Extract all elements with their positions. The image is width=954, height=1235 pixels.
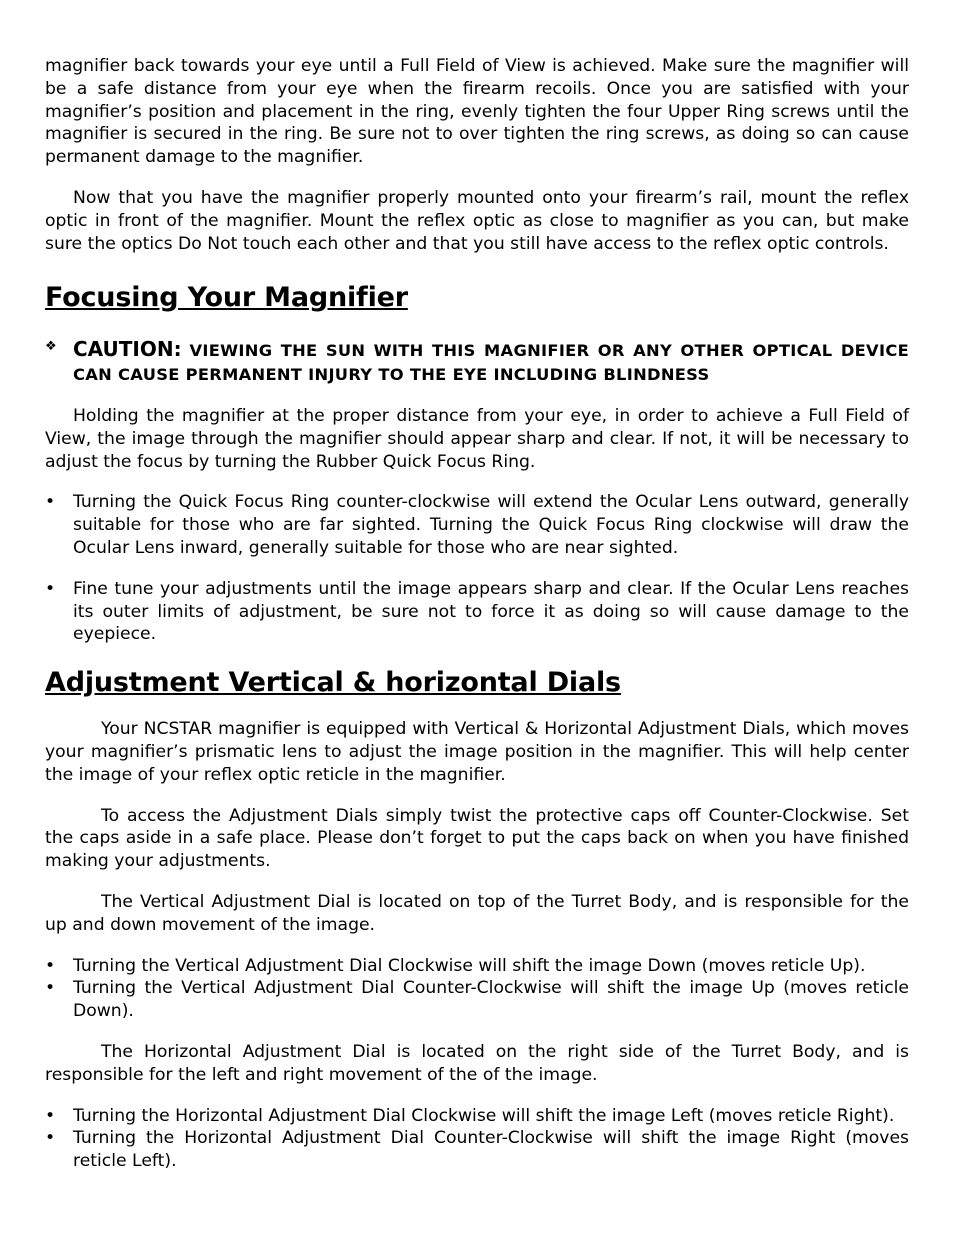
list-item-text: Turning the Horizontal Adjustment Dial Clockwise will shift the image Left (moves reticle Right). (73, 1105, 895, 1126)
paragraph-focusing-intro: Holding the magnifier at the proper distance from your eye, in order to achieve a Full Field of View, the image through the magnifier should appear sharp and clear. If not, it will be necessary to adjust the focus by turning the Rubber Quick Focus Ring. (45, 405, 909, 472)
list-item-text: Turning the Vertical Adjustment Dial Clockwise will shift the image Down (moves reticle Up). (73, 955, 866, 976)
list-item (45, 1105, 909, 1128)
caution-text: VIEWING THE SUN WITH THIS MAGNIFIER OR ANY OTHER OPTICAL DEVICE CAN CAUSE PERMANENT INJURY TO THE EYE INCLUDING BLINDNESS (73, 341, 909, 385)
list-item (45, 491, 909, 559)
caution-notice (45, 338, 909, 387)
paragraph-mount-reflex: Now that you have the magnifier properly mounted onto your firearm’s rail, mount the reflex optic in front of the magnifier. Mount the reflex optic as close to magnifier as you can, but make sure the optics Do Not touch each other and that you still have access to the reflex optic controls. (45, 187, 909, 254)
list-item (45, 1127, 909, 1173)
bullet-icon: • (45, 978, 56, 999)
focus-bullet-list (45, 491, 909, 646)
caution-label: CAUTION: (73, 337, 182, 362)
bullet-icon: • (45, 1128, 56, 1149)
list-item-text: Turning the Quick Focus Ring counter-clockwise will extend the Ocular Lens outward, generally suitable for those who are far sighted. Turning the Quick Focus Ring clockwise will draw the Ocular Lens inward, generally suitable for those who are near sighted. (73, 492, 909, 558)
heading-focusing: Focusing Your Magnifier (45, 282, 408, 314)
list-item (45, 977, 909, 1023)
bullet-icon: • (45, 955, 56, 976)
list-item (45, 578, 909, 646)
bullet-icon: • (45, 578, 56, 599)
document-page (45, 55, 909, 1173)
vertical-bullet-list (45, 955, 909, 1023)
paragraph-horizontal-dial: The Horizontal Adjustment Dial is located on the right side of the Turret Body, and is responsible for the left and right movement of the of the image. (45, 1041, 909, 1085)
list-item-text: Turning the Horizontal Adjustment Dial Counter-Clockwise will shift the image Right (moves reticle Left). (73, 1128, 909, 1172)
paragraph-caps: To access the Adjustment Dials simply twist the protective caps off Counter-Clockwise. Set the caps aside in a safe place. Please don’t forget to put the caps back on when you have finished making your adjustments. (45, 805, 909, 872)
paragraph-magnifier-placement: magnifier back towards your eye until a Full Field of View is achieved. Make sure the magnifier will be a safe distance from your eye when the firearm recoils. Once you are satisfied with your magnifier’s position and placement in the ring, evenly tighten the four Upper Ring screws until the magnifier is secured in the ring. Be sure not to over tighten the ring screws, as doing so can cause permanent damage to the magnifier. (45, 56, 909, 168)
heading-adjustment: Adjustment Vertical & horizontal Dials (45, 667, 621, 699)
list-item-text: Fine tune your adjustments until the image appears sharp and clear. If the Ocular Lens reaches its outer limits of adjustment, be sure not to force it as doing so will cause damage to the eyepiece. (73, 578, 909, 645)
bullet-icon: • (45, 1105, 56, 1126)
horizontal-bullet-list (45, 1105, 909, 1173)
bullet-icon: • (45, 492, 56, 513)
diamond-bullet-icon: ❖ (45, 339, 57, 355)
paragraph-vertical-dial: The Vertical Adjustment Dial is located on top of the Turret Body, and is responsible for the up and down movement of the image. (45, 891, 909, 935)
paragraph-adjustment-intro: Your NCSTAR magnifier is equipped with Vertical & Horizontal Adjustment Dials, which moves your magnifier’s prismatic lens to adjust the image position in the magnifier. This will help center the image of your reflex optic reticle in the magnifier. (45, 719, 909, 785)
list-item-text: Turning the Vertical Adjustment Dial Counter-Clockwise will shift the image Up (moves reticle Down). (73, 978, 909, 1022)
list-item (45, 955, 909, 978)
